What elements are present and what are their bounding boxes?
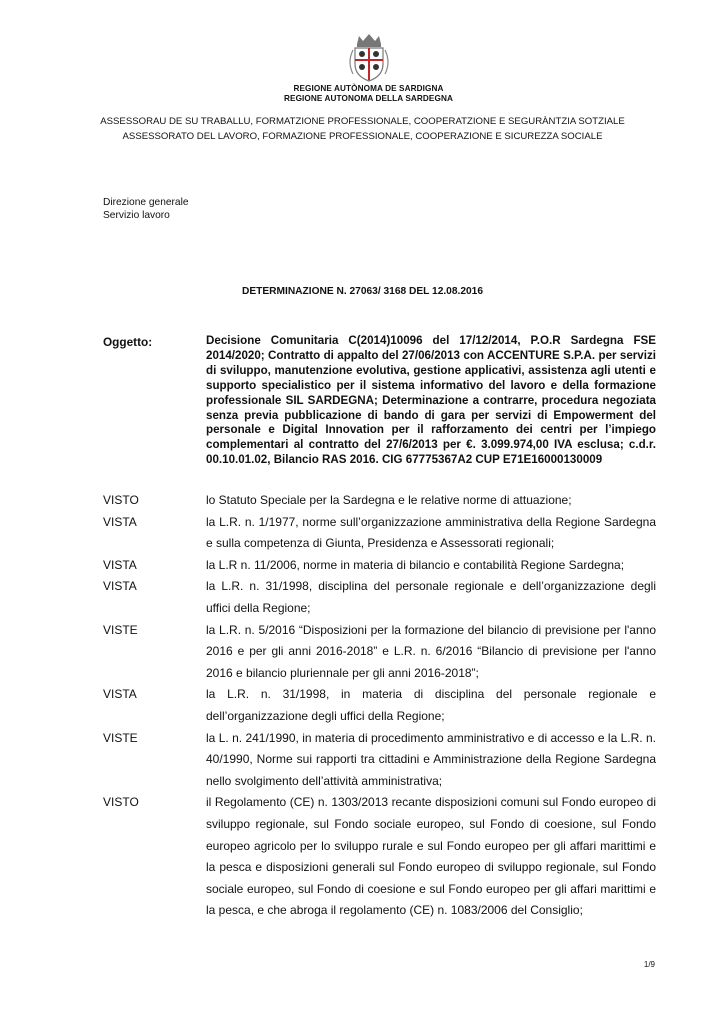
consideration-text: il Regolamento (CE) n. 1303/2013 recante disposizioni comuni sul Fondo europeo di sviluppo regionale, sul Fondo sociale europeo, sul Fondo di coesione, sul Fondo europeo agricolo per lo sviluppo rurale e sul Fondo europeo per gli affari marittimi e la pesca e disposizioni generali sul Fondo europeo di sviluppo regionale, sul Fondo sociale europeo, sul Fondo di coesione e sul Fondo europeo per gli affari marittimi e la pesca, e che abroga il regolamento (CE) n. 1083/2006 del Consiglio; bbox=[206, 795, 656, 918]
consideration-text: la L. n. 241/1990, in materia di procedimento amministrativo e di accesso e la L.R. n. 40/1990, Norme sui rapporti tra cittadini e Amministrazione della Regione Sardegna nello svolgimento dell’attività amministrativa; bbox=[206, 730, 656, 788]
consideration-label: VISTO bbox=[103, 493, 139, 507]
consideration-row bbox=[0, 512, 725, 555]
regional-coat-of-arms-icon bbox=[345, 32, 393, 84]
consideration-text: la L.R. n. 31/1998, in materia di disciplina del personale regionale e dell’organizzazione degli uffici della Regione; bbox=[206, 687, 656, 723]
region-name-sardinian: REGIONE AUTÒNOMA DE SARDIGNA bbox=[293, 84, 444, 93]
department-line-1: Direzione generale bbox=[103, 197, 189, 208]
department-block bbox=[103, 196, 189, 222]
consideration-text: la L.R. n. 5/2016 “Disposizioni per la formazione del bilancio di previsione per l'anno 2016 e per gli anni 2016-2018” e L.R. n. 6/2016 “Bilancio di previsione per l'anno 2016 e bilancio pluriennale per gli anni 2016-2018”; bbox=[206, 622, 656, 680]
consideration-label: VISTA bbox=[103, 579, 137, 594]
subject-text: Decisione Comunitaria C(2014)10096 del 17/12/2014, P.O.R Sardegna FSE 2014/2020; Contratto di appalto del 27/06/2013 con ACCENTURE S.P.A. per servizi di sviluppo, manutenzione evolutiva, gestione applicativi, assistenza agli utenti e supporto specialistico per il sistema informativo del lavoro e della formazione professionale SIL SARDEGNA; Determinazione a contrarre, procedura negoziata senza previa pubblicazione di bando di gara per servizi di Empowerment del personale e Digital Innovation per il rafforzamento dei centri per l’impiego complementari al contratto del 27/6/2013 per €. 3.099.974,00 IVA esclusa; c.d.r. 00.10.01.02, Bilancio RAS 2016. CIG 67775367A2 CUP E71E16000130009 bbox=[206, 334, 656, 467]
consideration-text: la L.R. n. 1/1977, norme sull’organizzazione amministrativa della Regione Sardegna e sulla competenza di Giunta, Presidenza e Assessorati regionali; bbox=[206, 514, 656, 551]
consideration-row bbox=[0, 684, 725, 727]
consideration-row bbox=[0, 620, 725, 685]
assessorato-sardinian: ASSESSORAU DE SU TRABALLU, FORMATZIONE PROFESSIONALE, COOPERATZIONE E SEGURÀNTZIA SOTZIALE bbox=[100, 116, 625, 127]
region-name-italian: REGIONE AUTONOMA DELLA SARDEGNA bbox=[284, 94, 453, 103]
consideration-label: VISTA bbox=[103, 514, 137, 529]
consideration-text: la L.R. n. 31/1998, disciplina del personale regionale e dell’organizzazione degli uffici della Regione; bbox=[206, 579, 656, 615]
page-number: 1/9 bbox=[643, 960, 655, 969]
consideration-text: la L.R n. 11/2006, norme in materia di bilancio e contabilità Regione Sardegna; bbox=[206, 557, 625, 572]
assessorato-italian: ASSESSORATO DEL LAVORO, FORMAZIONE PROFESSIONALE, COOPERAZIONE E SICUREZZA SOCIALE bbox=[122, 131, 603, 142]
consideration-label: VISTE bbox=[103, 730, 138, 745]
assessorato-header bbox=[0, 114, 725, 144]
consideration-text: lo Statuto Speciale per la Sardegna e le relative norme di attuazione; bbox=[206, 493, 572, 507]
consideration-label: VISTO bbox=[103, 795, 139, 810]
region-name bbox=[0, 84, 725, 104]
subject-label: Oggetto: bbox=[103, 335, 153, 349]
consideration-label: VISTE bbox=[103, 622, 138, 637]
consideration-row bbox=[0, 576, 725, 619]
determination-title: DETERMINAZIONE N. 27063/ 3168 DEL 12.08.2016 bbox=[241, 286, 484, 297]
consideration-row bbox=[0, 728, 725, 793]
consideration-label: VISTA bbox=[103, 687, 137, 702]
consideration-label: VISTA bbox=[103, 557, 137, 572]
consideration-row bbox=[0, 490, 725, 512]
department-line-2: Servizio lavoro bbox=[103, 210, 170, 221]
considerations-list bbox=[0, 490, 725, 922]
consideration-row bbox=[0, 555, 725, 577]
consideration-row bbox=[0, 792, 725, 922]
